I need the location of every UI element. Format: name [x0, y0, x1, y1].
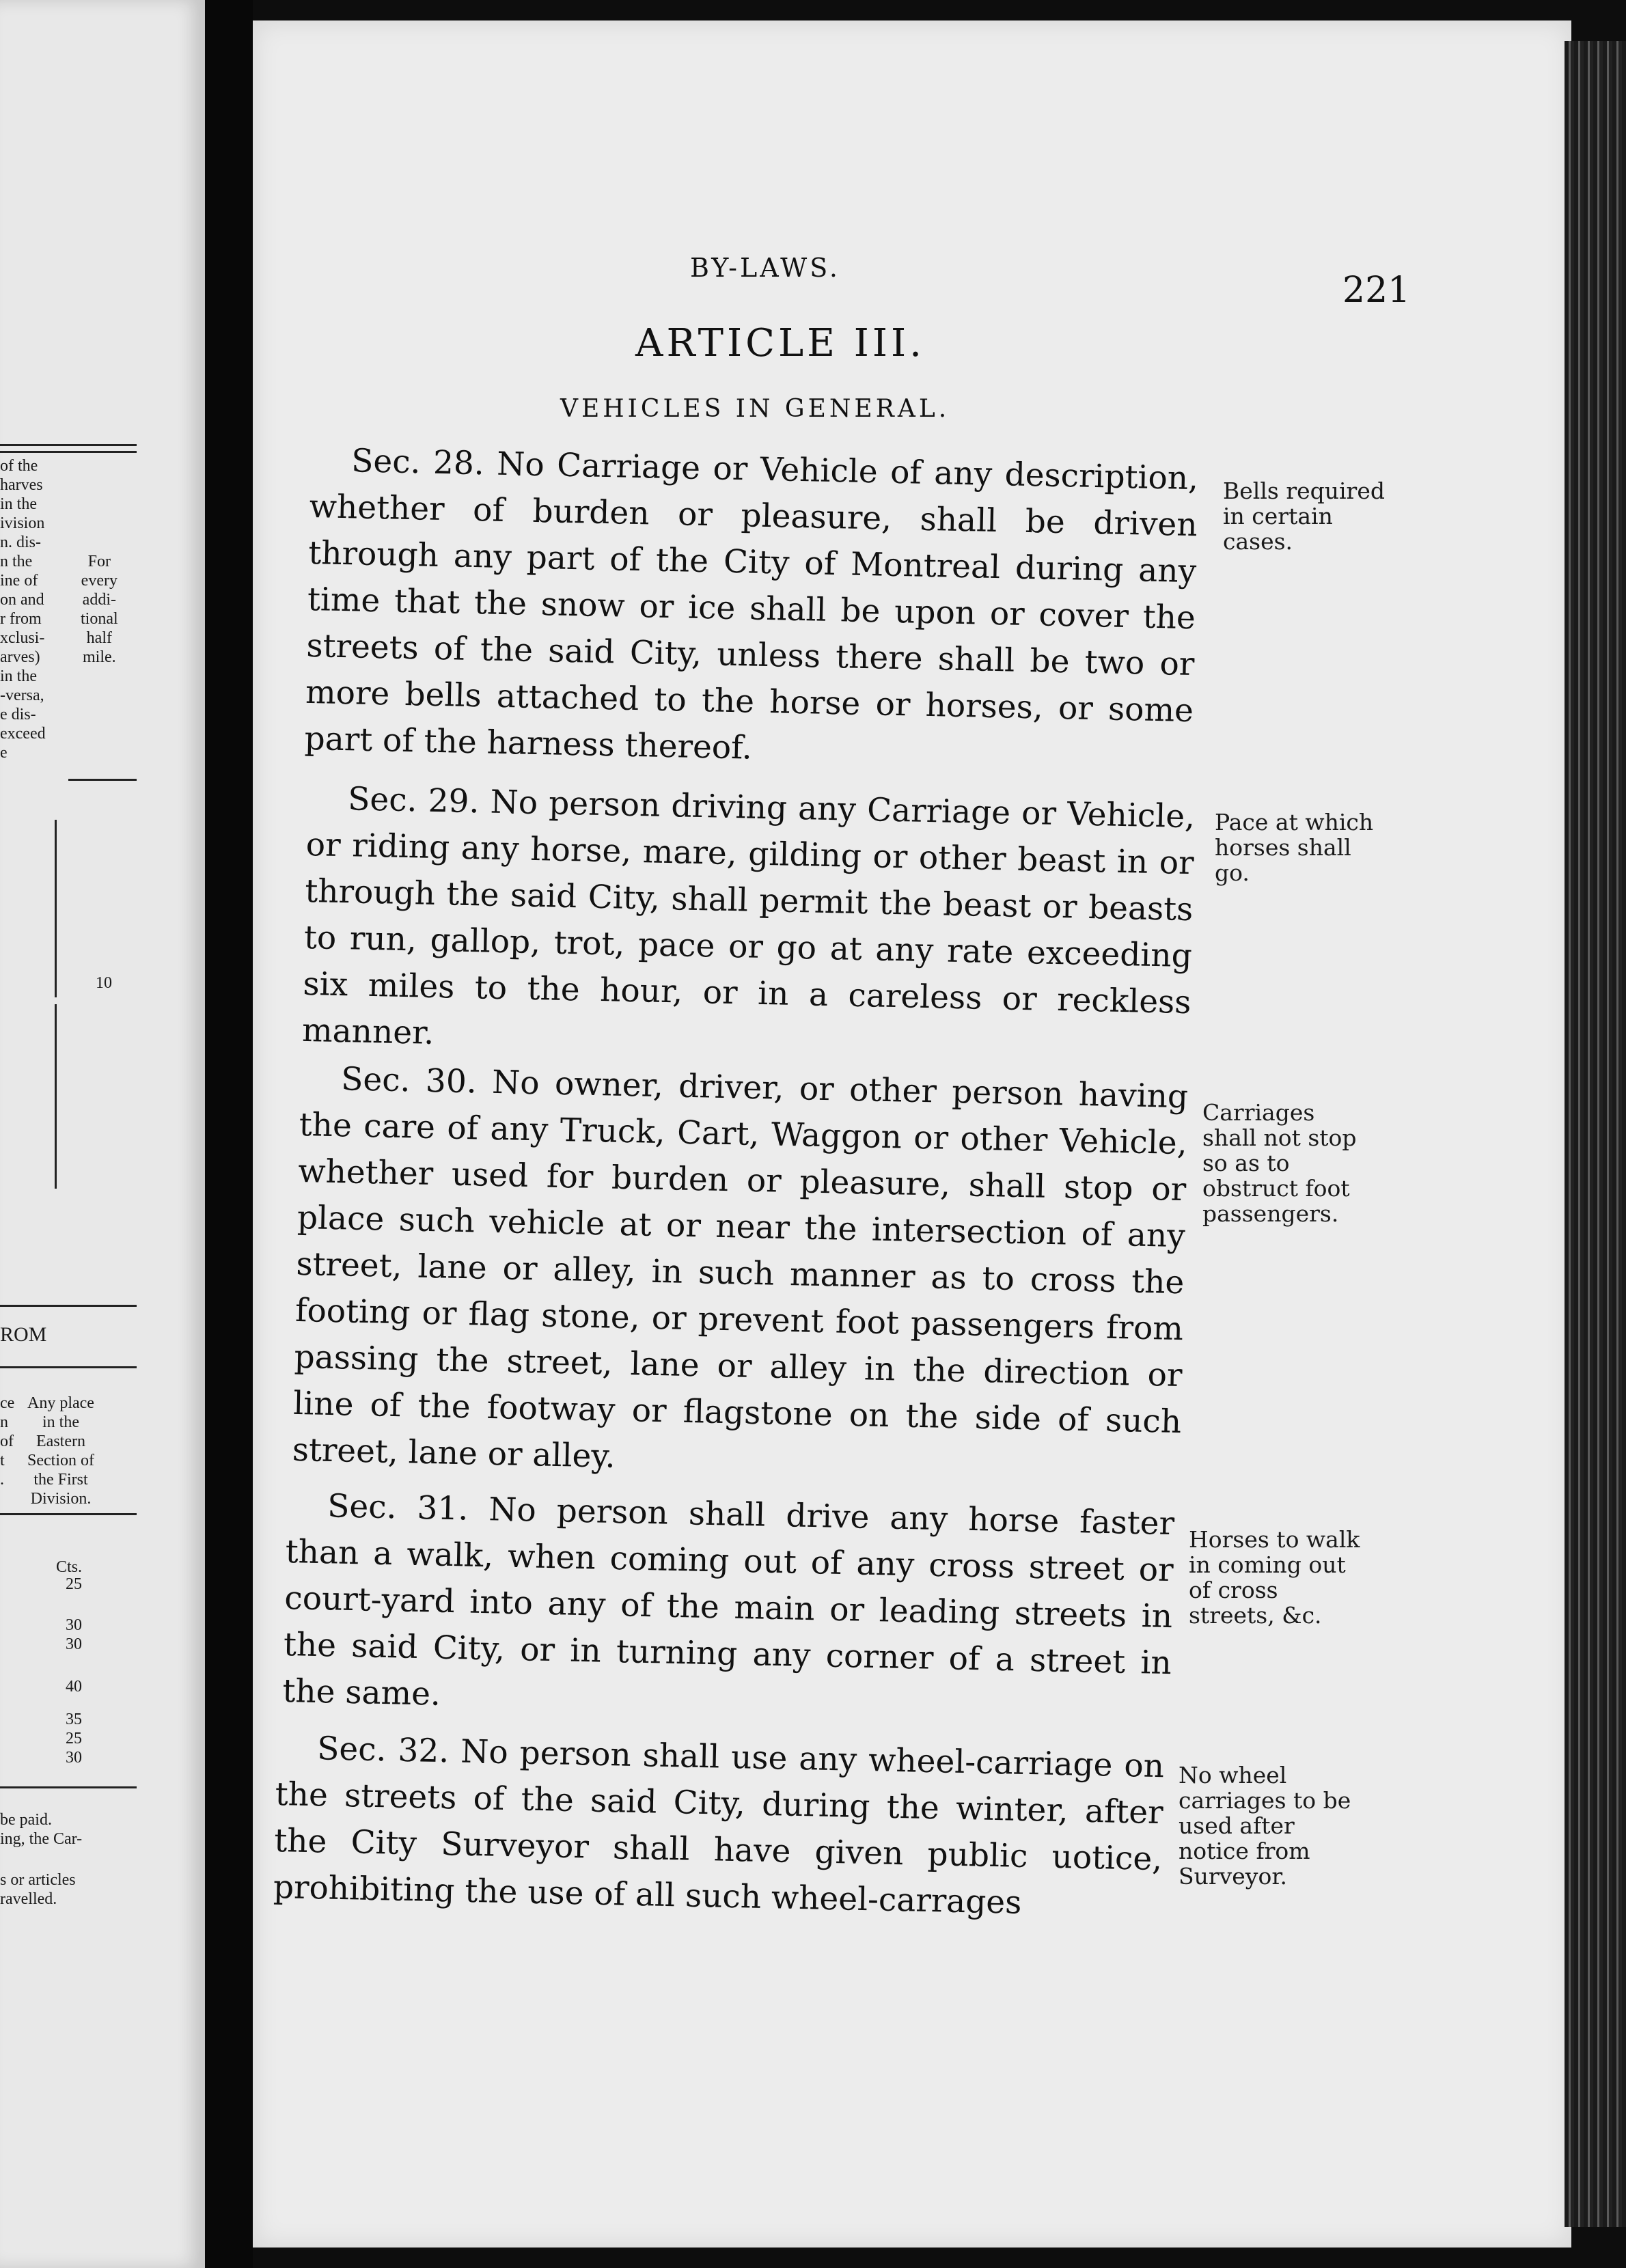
section-31	[282, 1482, 1175, 1733]
section-32-text: Sec. 32. No person shall use any wheel-carriage on the streets of the said City, during the winter, after the City Surveyor shall have given public uotice, prohibiting the use of all such wheel-carrages	[273, 1730, 1165, 1922]
left-column-text: of the harves in the ivision n. dis- n the ine of on and r from xclusi- arves) in the -versa, e dis- exceed e	[0, 457, 46, 762]
left-cts-value: 25	[66, 1575, 82, 1593]
left-cts-value: 30	[66, 1635, 82, 1653]
left-cts-value: 35	[66, 1711, 82, 1728]
page-number: 221	[1342, 270, 1411, 311]
left-cts-value: 30	[66, 1749, 82, 1767]
margin-note-28: Bells required in certain cases.	[1223, 478, 1385, 555]
section-28	[304, 437, 1199, 781]
left-rule-mid	[68, 779, 137, 781]
section-31-text: Sec. 31. No person shall drive any horse faster than a walk, when coming out of any cross street or court-yard into any of the main or leading streets in the said City, or in turning any corner of a street in the same.	[282, 1487, 1175, 1713]
left-from-heading: ROM	[0, 1323, 47, 1346]
left-footnote-2: s or articles ravelled.	[0, 1871, 76, 1908]
book-gutter	[205, 0, 253, 2268]
left-number-ten: 10	[96, 974, 112, 992]
margin-note-31: Horses to walk in coming out of cross streets, &c.	[1189, 1526, 1360, 1629]
left-cts-value: 40	[66, 1678, 82, 1696]
left-rule-from-2	[0, 1366, 137, 1368]
section-30-text: Sec. 30. No owner, driver, or other person having the care of any Truck, Cart, Waggon or other Vehicle, whether used for burden or pleasure, shall stop or place such vehicle at or near the intersection of any street, lane or alley, in such manner as to cross the footing or flag stone, or prevent foot passengers from passing the street, lane or alley in the direction or line of the footway or flagstone on the side of such street, lane or alley.	[292, 1060, 1189, 1476]
section-30	[292, 1055, 1189, 1492]
left-footnote-1: be paid. ing, the Car-	[0, 1811, 83, 1848]
left-cts-value: 30	[66, 1616, 82, 1634]
left-rule-top	[0, 444, 137, 446]
left-page-fragment	[0, 0, 205, 2268]
left-brace-bottom	[48, 1004, 57, 1189]
section-28-text: Sec. 28. No Carriage or Vehicle of any description, whether of burden or pleasure, shall be driven through any part of the City of Montreal during any time that the snow or ice shall be upon or cover the streets of the said City, unless there shall be two or more bells attached to the horse or horses, or some part of the harness thereof.	[304, 442, 1199, 767]
article-title: ARTICLE III.	[635, 321, 925, 365]
left-brace-top	[48, 820, 57, 997]
left-cts-value: 25	[66, 1730, 82, 1747]
page-edge	[1565, 41, 1626, 2227]
section-29	[301, 775, 1195, 1073]
left-rule-footnote	[0, 1786, 137, 1788]
left-rule-2	[0, 451, 137, 453]
left-cts-label: Cts.	[56, 1558, 83, 1576]
margin-note-30: Carriages shall not stop so as to obstruct foot passengers.	[1202, 1099, 1357, 1227]
left-for-each-text: For every addi- tional half mile.	[81, 553, 118, 666]
margin-note-32: No wheel carriages to be used after notice from Surveyor.	[1179, 1762, 1351, 1890]
left-fragment-column: ce n of t .	[0, 1394, 15, 1489]
section-32	[273, 1725, 1164, 1929]
left-rule-from	[0, 1305, 137, 1307]
margin-note-29: Pace at which horses shall go.	[1215, 809, 1374, 886]
running-head: BY-LAWS.	[690, 253, 840, 283]
section-29-text: Sec. 29. No person driving any Carriage or Vehicle, or riding any horse, mare, gilding or other beast in or through the said City, shall permit the beast or beasts to run, gallop, trot, pace or go at any rate exceeding six miles to the hour, or in a careless or reckless manner.	[301, 780, 1196, 1052]
left-any-place-text: Any place in the Eastern Section of the First Division.	[27, 1394, 94, 1508]
left-rule-cts	[0, 1513, 137, 1515]
section-title: VEHICLES IN GENERAL.	[560, 395, 950, 423]
